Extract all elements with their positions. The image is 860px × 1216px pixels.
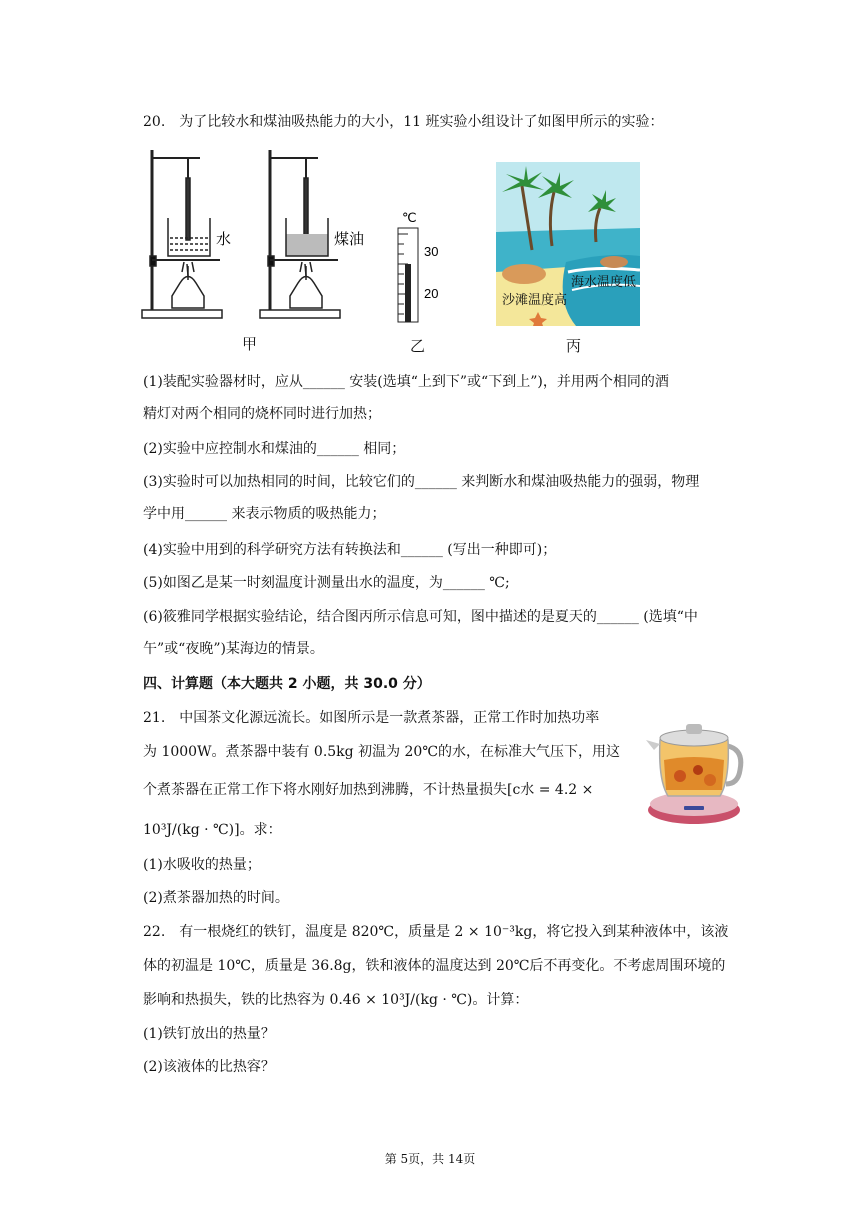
q21-line-2: 为 1000W。煮茶器中装有 0.5kg 初温为 20℃的水，在标准大气压下，用这	[143, 744, 621, 760]
q21-line-1: 21. 中国茶文化源远流长。如图所示是一款煮茶器，正常工作时加热功率	[143, 710, 600, 726]
thermometer-tick-30: 30	[424, 244, 439, 259]
q20-line-1: (1)装配实验器材时，应从______ 安装(选填“上到下”或“下到上”)，并用两个相同的酒	[143, 374, 669, 390]
q20-line-6: (4)实验中用到的科学研究方法有转换法和______ (写出一种即可)；	[143, 542, 557, 558]
label-kerosene: 煤油	[334, 231, 365, 248]
q21-line-3: 个煮茶器在正常工作下将水刚好加热到沸腾，不计热量损失[c水 = 4.2 ×	[143, 782, 594, 798]
thermometer-tick-20: 20	[424, 286, 439, 301]
stand-water	[142, 150, 222, 318]
q20-line-3: (2)实验中应控制水和煤油的______ 相同；	[143, 441, 406, 457]
q22-line-3: 影响和热损失，铁的比热容为 0.46 × 10³J/(kg · ℃)。计算：	[143, 992, 529, 1008]
label-water: 水	[216, 231, 232, 248]
q20-line-7: (5)如图乙是某一时刻温度计测量出水的温度，为______ ℃;	[143, 575, 510, 591]
caption-yi: 乙	[410, 337, 426, 355]
q21-line-6: (2)煮茶器加热的时间。	[143, 890, 289, 906]
caption-jia: 甲	[242, 335, 258, 353]
q21-line-5: (1)水吸收的热量；	[143, 857, 261, 873]
section-heading: 四、计算题（本大题共 2 小题，共 30.0 分）	[143, 676, 431, 692]
q20-line-5: 学中用______ 来表示物质的吸热能力；	[143, 506, 386, 522]
q21-line-4: 10³J/(kg · ℃)]。求：	[143, 822, 282, 838]
stand-kerosene	[260, 150, 340, 318]
tea-maker-image	[640, 710, 748, 828]
q22-line-2: 体的初温是 10℃，质量是 36.8g，铁和液体的温度达到 20℃后不再变化。不考虑周围环境的	[143, 958, 726, 974]
q22-line-1: 22. 有一根烧红的铁钉，温度是 820℃，质量是 2 × 10⁻³kg，将它投入到某种液体中，该液	[143, 924, 729, 940]
caption-bing: 丙	[566, 337, 582, 355]
figure-thermometer	[388, 206, 458, 324]
beach-label-sea: 海水温度低	[570, 274, 636, 289]
q20-stem: 20. 为了比较水和煤油吸热能力的大小，11 班实验小组设计了如图甲所示的实验：	[143, 114, 664, 130]
q20-line-2: 精灯对两个相同的烧杯同时进行加热；	[143, 406, 381, 422]
q22-line-4: (1)铁钉放出的热量？	[143, 1026, 275, 1042]
q20-line-8: (6)筱雅同学根据实验结论，结合图丙所示信息可知，图中描述的是夏天的______ (选填“中	[143, 609, 698, 625]
q20-line-4: (3)实验时可以加热相同的时间，比较它们的______ 来判断水和煤油吸热能力的强弱，物理	[143, 474, 700, 490]
q22-line-5: (2)该液体的比热容？	[143, 1059, 275, 1075]
beach-label-sand: 沙滩温度高	[502, 292, 568, 307]
thermometer-liquid	[405, 264, 411, 322]
figure-beach	[496, 162, 640, 326]
figure-apparatus	[140, 148, 380, 324]
q20-line-9: 午”或“夜晚”)某海边的情景。	[143, 641, 324, 657]
thermometer-unit: ℃	[402, 210, 417, 225]
page-footer: 第 5页，共 14页	[384, 1152, 476, 1166]
